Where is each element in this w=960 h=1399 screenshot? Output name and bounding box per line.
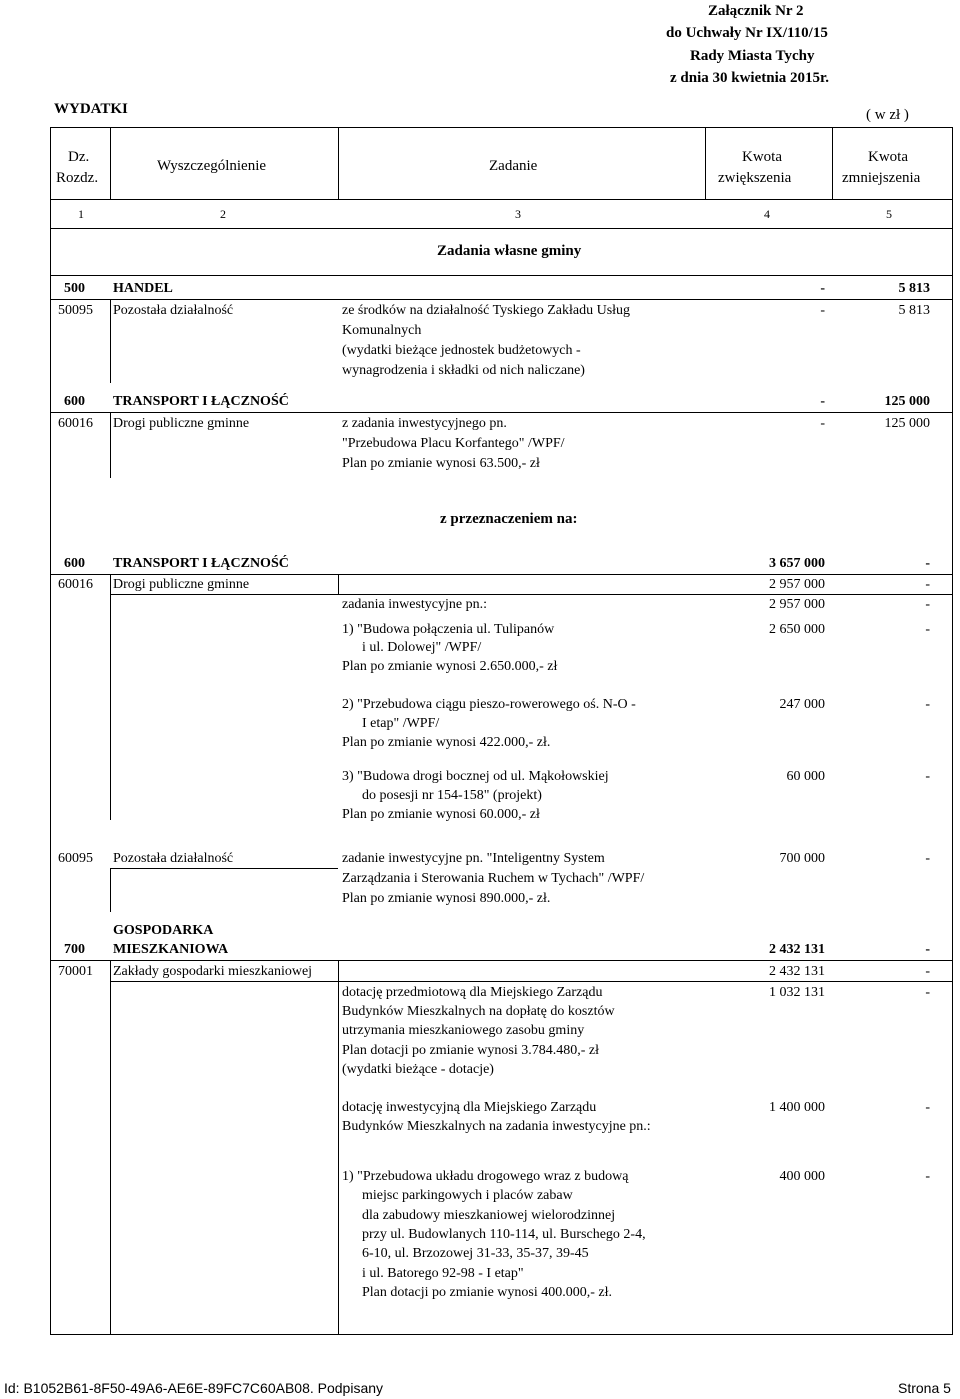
document-id: Id: B1052B61-8F50-49A6-AE6E-89FC7C60AB08. Podpisany: [4, 1380, 384, 1396]
own-tasks-title: Zadania własne gminy: [437, 243, 582, 259]
decrease-amount: -: [925, 964, 930, 979]
division-code: 600: [64, 394, 85, 409]
task-line: dotację przedmiotową dla Miejskiego Zarządu: [342, 985, 603, 1000]
chapter-code: 60016: [58, 416, 93, 431]
increase-amount: 2 957 000: [769, 577, 825, 592]
decrease-amount: 5 813: [898, 303, 930, 318]
task-line: z zadania inwestycyjnego pn.: [342, 416, 507, 431]
task-line: Plan po zmianie wynosi 63.500,- zł: [342, 456, 540, 471]
chapter-name: Pozostała działalność: [113, 851, 234, 866]
table-top-border: [50, 127, 953, 128]
division-name: TRANSPORT I ŁĄCZNOŚĆ: [113, 394, 289, 409]
increase-amount: 247 000: [779, 697, 825, 712]
increase-amount: 2 957 000: [769, 597, 825, 612]
chapter-name: Pozostała działalność: [113, 303, 234, 318]
chapter-code: 60016: [58, 577, 93, 592]
row-line: [50, 299, 953, 300]
col-num-3: 3: [515, 207, 521, 221]
increase-amount: -: [820, 303, 825, 318]
col-num-1: 1: [78, 207, 84, 221]
division-name: HANDEL: [113, 281, 173, 296]
col5-header-line1: Kwota: [868, 149, 908, 165]
row-line: [50, 275, 953, 276]
increase-amount: 400 000: [779, 1169, 825, 1184]
row-line: [110, 868, 338, 869]
task-line: (wydatki bieżące - dotacje): [342, 1062, 494, 1077]
increase-amount: 60 000: [786, 769, 825, 784]
task-line: miejsc parkingowych i placów zabaw: [362, 1188, 573, 1203]
decrease-amount: -: [925, 597, 930, 612]
task-line: 3) "Budowa drogi bocznej od ul. Mąkołowskiej: [342, 769, 609, 784]
table-bottom-border: [50, 1334, 953, 1335]
decrease-amount: 125 000: [884, 394, 930, 409]
chapter-name: Drogi publiczne gminne: [113, 416, 250, 431]
col-sep: [338, 574, 339, 594]
col-sep: [110, 960, 111, 1334]
decrease-amount: -: [925, 577, 930, 592]
col-sep: [110, 299, 111, 383]
task-line: 2) "Przebudowa ciągu pieszo-rowerowego oś. N-O -: [342, 697, 636, 712]
increase-amount: 1 032 131: [769, 985, 825, 1000]
task-line: Plan po zmianie wynosi 422.000,- zł.: [342, 735, 551, 750]
col5-header-line2: zmniejszenia: [842, 170, 921, 186]
task-line: Zarządzania i Sterowania Ruchem w Tychach" /WPF/: [342, 871, 645, 886]
increase-amount: -: [820, 281, 825, 296]
task-line: Plan po zmianie wynosi 2.650.000,- zł: [342, 659, 558, 674]
division-name-line2: MIESZKANIOWA: [113, 942, 229, 957]
chapter-code: 50095: [58, 303, 93, 318]
col-num-4: 4: [764, 207, 770, 221]
decrease-amount: 5 813: [898, 281, 930, 296]
decrease-amount: 125 000: [884, 416, 930, 431]
section-title: WYDATKI: [54, 101, 128, 117]
increase-amount: 2 432 131: [769, 942, 825, 957]
row-line: [50, 412, 953, 413]
increase-amount: -: [820, 394, 825, 409]
task-line: przy ul. Budowlanych 110-114, ul. Burschego 2-4,: [362, 1227, 646, 1242]
table-left-border: [50, 127, 51, 1334]
col-sep: [338, 960, 339, 1334]
decrease-amount: -: [925, 1169, 930, 1184]
col1-header-line1: Dz.: [68, 149, 90, 165]
increase-amount: 2 650 000: [769, 622, 825, 637]
col-sep: [110, 574, 111, 820]
task-line: Plan po zmianie wynosi 890.000,- zł.: [342, 891, 551, 906]
row-line: [50, 960, 953, 961]
division-name-line1: GOSPODARKA: [113, 923, 214, 938]
col-num-5: 5: [886, 207, 892, 221]
col-sep: [832, 127, 833, 200]
task-line: i ul. Dolowej" /WPF/: [362, 640, 482, 655]
task-line: 1) "Budowa połączenia ul. Tulipanów: [342, 622, 555, 637]
task-line: Budynków Mieszkalnych na zadania inwestycyjne pn.:: [342, 1119, 651, 1134]
decrease-amount: -: [925, 556, 930, 571]
increase-amount: 700 000: [779, 851, 825, 866]
resolution-date: z dnia 30 kwietnia 2015r.: [670, 70, 830, 86]
task-line: zadanie inwestycyjne pn. "Inteligentny System: [342, 851, 605, 866]
col4-header-line2: zwiększenia: [718, 170, 792, 186]
col1-header-line2: Rozdz.: [56, 170, 99, 186]
destination-title: z przeznaczeniem na:: [440, 511, 578, 527]
task-line: dla zabudowy mieszkaniowej wielorodzinnej: [362, 1208, 616, 1223]
col3-header: Zadanie: [489, 158, 538, 174]
task-line: zadania inwestycyjne pn.:: [342, 597, 488, 612]
task-line: Budynków Mieszkalnych na dopłatę do kosztów: [342, 1004, 615, 1019]
chapter-code: 70001: [58, 964, 93, 979]
decrease-amount: -: [925, 622, 930, 637]
col-num-2: 2: [220, 207, 226, 221]
col4-header-line1: Kwota: [742, 149, 782, 165]
task-line: (wydatki bieżące jednostek budżetowych -: [342, 343, 581, 358]
division-code: 700: [64, 942, 85, 957]
division-code: 600: [64, 556, 85, 571]
task-line: "Przebudowa Placu Korfantego" /WPF/: [342, 436, 565, 451]
table-right-border: [952, 127, 953, 1334]
task-line: i ul. Batorego 92-98 - I etap": [362, 1266, 524, 1281]
decrease-amount: -: [925, 769, 930, 784]
increase-amount: -: [820, 416, 825, 431]
col2-header: Wyszczególnienie: [157, 158, 267, 174]
chapter-name: Drogi publiczne gminne: [113, 577, 250, 592]
decrease-amount: -: [925, 942, 930, 957]
decrease-amount: -: [925, 985, 930, 1000]
decrease-amount: -: [925, 851, 930, 866]
task-line: Plan dotacji po zmianie wynosi 400.000,- zł.: [362, 1285, 613, 1300]
row-line: [110, 594, 953, 595]
task-line: 1) "Przebudowa układu drogowego wraz z budową: [342, 1169, 629, 1184]
task-line: do posesji nr 154-158" (projekt): [362, 788, 542, 803]
decrease-amount: -: [925, 697, 930, 712]
division-name: TRANSPORT I ŁĄCZNOŚĆ: [113, 556, 289, 571]
division-code: 500: [64, 281, 85, 296]
resolution-number: do Uchwały Nr IX/110/15: [666, 25, 828, 41]
task-line: dotację inwestycyjną dla Miejskiego Zarządu: [342, 1100, 597, 1115]
nums-bottom-border: [50, 228, 953, 229]
col-sep: [110, 412, 111, 478]
task-line: utrzymania mieszkaniowego zasobu gminy: [342, 1023, 585, 1038]
increase-amount: 1 400 000: [769, 1100, 825, 1115]
attachment-number: Załącznik Nr 2: [708, 3, 804, 19]
task-line: ze środków na działalność Tyskiego Zakładu Usług: [342, 303, 631, 318]
row-line: [110, 981, 953, 982]
col-sep: [338, 127, 339, 200]
col-sep: [110, 868, 111, 912]
chapter-code: 60095: [58, 851, 93, 866]
task-line: Plan po zmianie wynosi 60.000,- zł: [342, 807, 540, 822]
increase-amount: 3 657 000: [769, 556, 825, 571]
chapter-name: Zakłady gospodarki mieszkaniowej: [113, 964, 313, 979]
col-sep: [110, 127, 111, 200]
header-bottom-border: [50, 199, 953, 200]
increase-amount: 2 432 131: [769, 964, 825, 979]
unit-label: ( w zł ): [866, 107, 909, 123]
task-line: Plan dotacji po zmianie wynosi 3.784.480,- zł: [342, 1043, 600, 1058]
col-sep: [705, 127, 706, 200]
task-line: 6-10, ul. Brzozowej 31-33, 35-37, 39-45: [362, 1246, 589, 1261]
task-line: Komunalnych: [342, 323, 422, 338]
row-line: [50, 574, 953, 575]
page-number: Strona 5: [898, 1380, 951, 1396]
council-name: Rady Miasta Tychy: [690, 48, 815, 64]
task-line: I etap" /WPF/: [362, 716, 440, 731]
decrease-amount: -: [925, 1100, 930, 1115]
task-line: wynagrodzenia i składki od nich naliczane): [342, 363, 585, 378]
